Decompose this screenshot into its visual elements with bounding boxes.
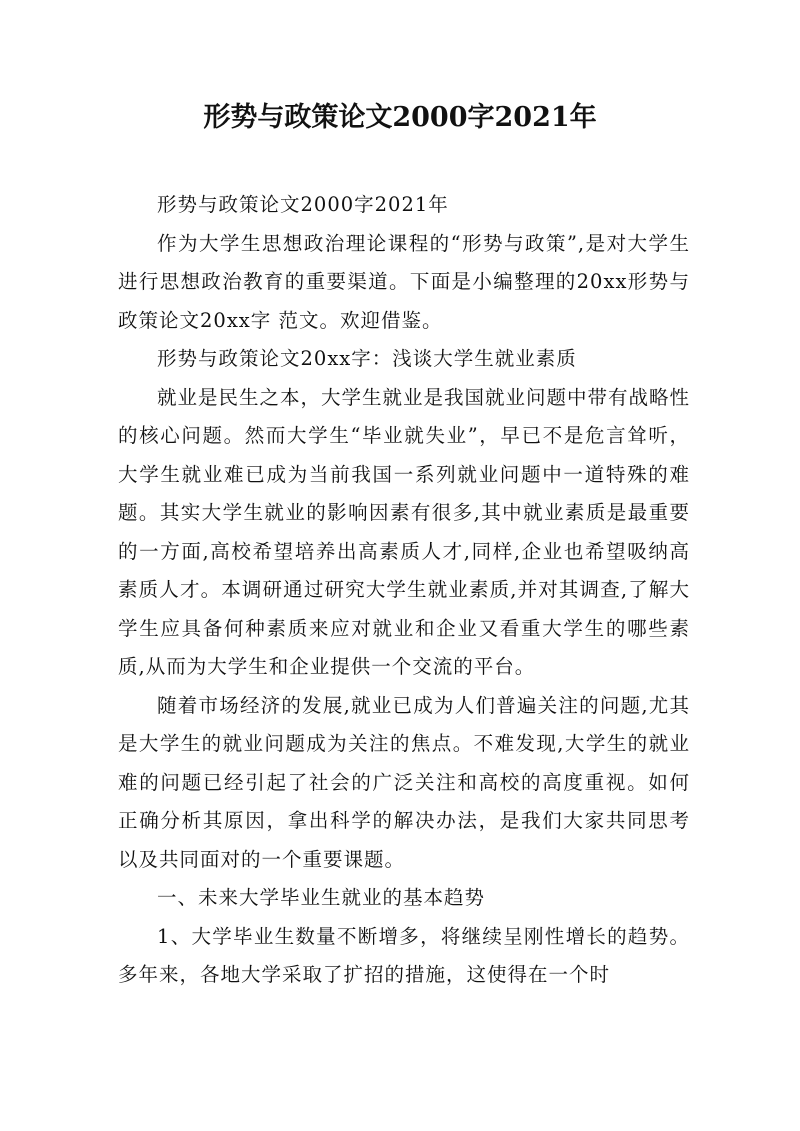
paragraph-essay-heading: 形势与政策论文20xx字：浅谈大学生就业素质 xyxy=(157,347,577,370)
document-body xyxy=(118,186,690,995)
paragraph-body-1: 就业是民生之本，大学生就业是我国就业问题中带有战略性的核心问题。然而大学生“毕业就失业”，早已不是危言耸听，大学生就业难已成为当前我国一系列就业问题中一道特殊的难题。其实大学生就业的影响因素有很多,其中就业素质是最重要的一方面,高校希望培养出高素质人才,同样,企业也希望吸纳高素质人才。本调研通过研究大学生就业素质,并对其调查,了解大学生应具备何种素质来应对就业和企业又看重大学生的哪些素质,从而为大学生和企业提供一个交流的平台。 xyxy=(118,385,691,678)
paragraph-body-3: 1、大学毕业生数量不断增多，将继续呈刚性增长的趋势。多年来，各地大学采取了扩招的措施，这使得在一个时 xyxy=(118,924,690,986)
paragraph-body-2: 随着市场经济的发展,就业已成为人们普遍关注的问题,尤其是大学生的就业问题成为关注的焦点。不难发现,大学生的就业难的问题已经引起了社会的广泛关注和高校的高度重视。如何正确分析其原因，拿出科学的解决办法，是我们大家共同思考以及共同面对的一个重要课题。 xyxy=(118,693,690,871)
document-title: 形势与政策论文2000字2021年 xyxy=(203,102,597,133)
paragraph-subtitle: 形势与政策论文2000字2021年 xyxy=(157,193,449,216)
section-heading: 一、未来大学毕业生就业的基本趋势 xyxy=(157,886,486,909)
paragraph-intro: 作为大学生思想政治理论课程的“形势与政策”,是对大学生进行思想政治教育的重要渠道。下面是小编整理的20xx形势与政策论文20xx字 范文。欢迎借鉴。 xyxy=(118,231,690,332)
